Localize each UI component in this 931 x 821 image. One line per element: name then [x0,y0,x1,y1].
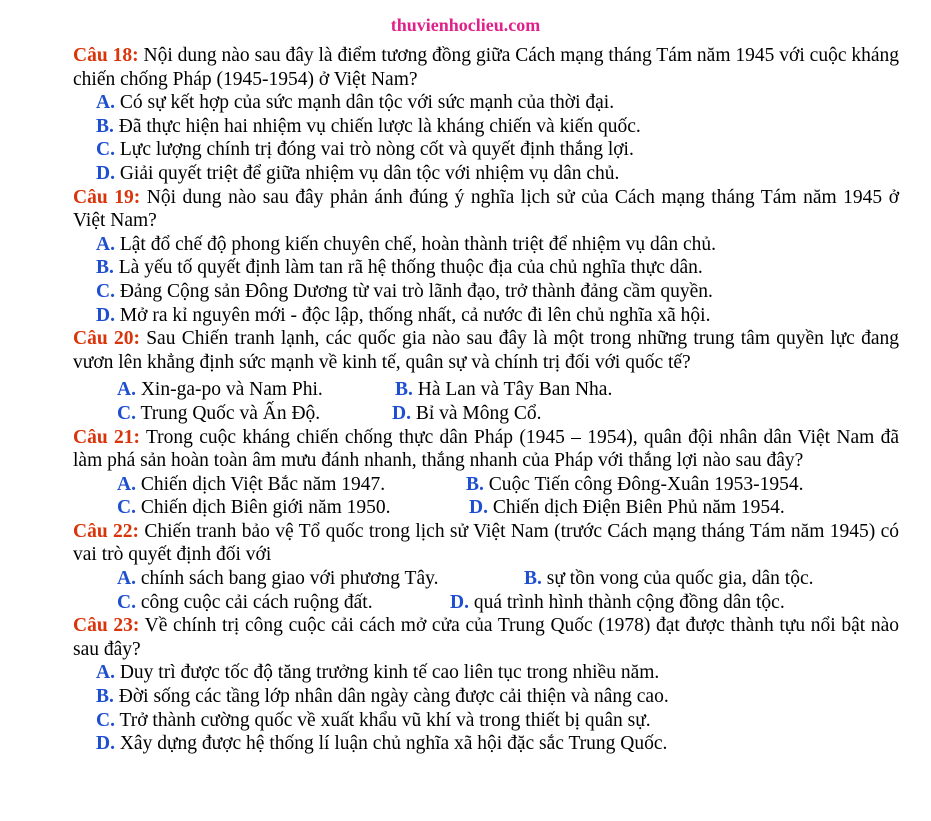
option-row [73,473,899,497]
option-d [450,591,785,615]
question-stem [73,426,899,473]
question-text: Trong cuộc kháng chiến chống thực dân Pháp (1945 – 1954), quân đội nhân dân Việt Nam đã làm phá sản hoàn toàn âm mưu đánh nhanh, thắng nhanh của Pháp với thắng lợi nào sau đây? [73,426,899,472]
option-text: Là yếu tố quyết định làm tan rã hệ thống thuộc địa của chủ nghĩa thực dân. [118,257,703,279]
option-row [73,496,899,520]
option-letter: B. [96,686,114,708]
question-text: Nội dung nào sau đây phản ánh đúng ý nghĩa lịch sử của Cách mạng tháng Tám năm 1945 ở Việt Nam? [73,186,900,232]
option-row [73,567,899,591]
option-b [73,115,899,139]
question-label: Câu 23: [73,615,140,637]
option-a [73,233,899,257]
question-text: Chiến tranh bảo vệ Tổ quốc trong lịch sử Việt Nam (trước Cách mạng tháng Tám năm 1945) có vai trò quyết định đối với [73,520,899,566]
option-b [395,378,612,402]
option-c [117,496,469,520]
option-a [117,378,395,402]
question-list [73,44,899,756]
option-b [73,685,899,709]
option-text: Đảng Cộng sản Đông Dương từ vai trò lãnh đạo, trở thành đảng cầm quyền. [119,280,713,302]
question-stem [73,520,899,567]
option-letter: D. [96,304,115,326]
option-letter: D. [392,402,411,424]
option-text: Chiến dịch Điện Biên Phủ năm 1954. [492,497,785,519]
option-b [466,473,803,497]
option-d [73,162,899,186]
question-22 [73,520,899,614]
option-row [73,402,899,426]
question-label: Câu 19: [73,186,141,208]
question-stem [73,44,899,91]
option-text: Duy trì được tốc độ tăng trưởng kinh tế cao liên tục trong nhiều năm. [119,662,660,684]
option-letter: C. [117,591,136,613]
option-a [73,91,899,115]
option-letter: A. [96,662,115,684]
option-letter: A. [117,379,136,401]
question-text: Về chính trị công cuộc cải cách mở cửa của Trung Quốc (1978) đạt được thành tựu nổi bật nào sau đây? [73,615,899,660]
option-text: Có sự kết hợp của sức mạnh dân tộc với sức mạnh của thời đại. [119,92,615,114]
option-letter: A. [96,233,115,255]
option-text: Hà Lan và Tây Ban Nha. [417,379,613,401]
question-label: Câu 21: [73,426,140,448]
option-text: chính sách bang giao với phương Tây. [140,568,439,590]
option-c [73,709,899,733]
option-c [73,280,899,304]
option-letter: D. [469,497,488,519]
question-label: Câu 22: [73,520,140,542]
question-21 [73,426,899,520]
option-letter: B. [395,379,413,401]
question-stem [73,186,899,233]
question-text: Nội dung nào sau đây là điểm tương đồng giữa Cách mạng tháng Tám năm 1945 với cuộc kháng chiến chống Pháp (1945-1954) ở Việt Nam? [73,45,900,90]
option-text: Đời sống các tầng lớp nhân dân ngày càng được cải thiện và nâng cao. [118,686,669,708]
option-d [392,402,542,426]
option-a [73,661,899,685]
site-header: thuvienhoclieu.com [390,15,541,35]
option-b [524,567,813,591]
option-text: Lực lượng chính trị đóng vai trò nòng cốt và quyết định thắng lợi. [119,139,634,161]
option-letter: B. [96,257,114,279]
question-19 [73,186,899,328]
question-stem [73,327,899,374]
option-letter: C. [117,402,136,424]
option-row [73,591,899,615]
option-c [117,591,450,615]
option-text: Lật đổ chế độ phong kiến chuyên chế, hoàn thành triệt để nhiệm vụ dân chủ. [119,233,717,255]
option-text: Xây dựng được hệ thống lí luận chủ nghĩa xã hội đặc sắc Trung Quốc. [119,733,668,755]
option-letter: C. [96,280,115,302]
option-a [117,473,466,497]
option-a [117,567,524,591]
option-text: Mở ra kỉ nguyên mới - độc lập, thống nhất, cả nước đi lên chủ nghĩa xã hội. [119,304,711,326]
question-20 [73,327,899,425]
option-letter: A. [117,473,136,495]
option-c [73,138,899,162]
option-letter: C. [96,139,115,161]
option-letter: B. [96,115,114,137]
option-text: Chiến dịch Việt Bắc năm 1947. [140,473,386,495]
question-text: Sau Chiến tranh lạnh, các quốc gia nào sau đây là một trong những trung tâm quyền lực đang vươn lên khẳng định sức mạnh về kinh tế, quân sự và chính trị đối với quốc tế? [73,328,899,373]
option-text: Đã thực hiện hai nhiệm vụ chiến lược là kháng chiến và kiến quốc. [118,115,641,137]
option-c [117,402,392,426]
option-letter: A. [96,92,115,114]
option-letter: B. [524,568,542,590]
option-text: sự tồn vong của quốc gia, dân tộc. [546,568,814,590]
option-text: Giải quyết triệt để giữa nhiệm vụ dân tộc với nhiệm vụ dân chủ. [119,162,620,184]
option-b [73,256,899,280]
option-letter: C. [96,709,115,731]
option-d [73,732,899,756]
question-label: Câu 18: [73,45,139,66]
question-label: Câu 20: [73,328,140,350]
option-text: Chiến dịch Biên giới năm 1950. [140,497,391,519]
option-text: Cuộc Tiến công Đông-Xuân 1953-1954. [488,473,804,495]
question-stem [73,614,899,661]
option-text: Trung Quốc và Ấn Độ. [140,402,321,424]
option-letter: A. [117,568,136,590]
option-letter: C. [117,497,136,519]
question-23 [73,614,899,756]
option-text: Xin-ga-po và Nam Phi. [140,379,323,401]
option-letter: D. [450,591,469,613]
option-row [73,378,899,402]
option-letter: D. [96,162,115,184]
option-text: quá trình hình thành cộng đồng dân tộc. [473,591,785,613]
question-18 [73,44,899,186]
option-text: Trở thành cường quốc về xuất khẩu vũ khí và trong thiết bị quân sự. [119,709,651,731]
option-letter: D. [96,733,115,755]
option-text: công cuộc cải cách ruộng đất. [140,591,373,613]
option-text: Bỉ và Mông Cổ. [415,402,542,424]
option-letter: B. [466,473,484,495]
option-d [73,304,899,328]
option-d [469,496,785,520]
